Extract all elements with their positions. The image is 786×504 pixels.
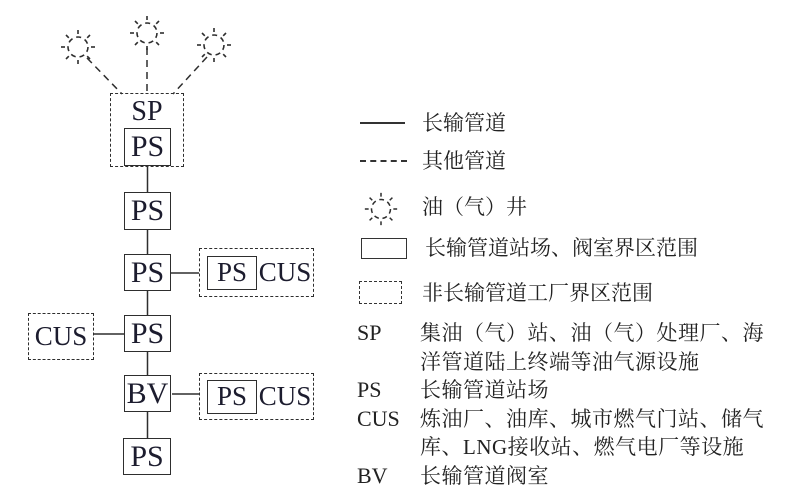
abbr-key: SP: [357, 320, 382, 345]
branch-group-ps-cus-2: [199, 373, 314, 420]
node-ps-4: PS: [124, 315, 171, 352]
legend-solid-rect-symbol: [361, 238, 407, 259]
abbr-row-sp: [357, 319, 777, 376]
oil-gas-well-icon: [194, 25, 234, 65]
legend-dashed-line-symbol: [360, 160, 407, 162]
abbr-definition: 长输管道阀室: [420, 463, 549, 488]
abbr-definition: 集油（气）站、油（气）处理厂、海洋管道陆上终端等油气源设施: [420, 321, 764, 374]
legend-well-icon: [362, 190, 400, 228]
legend-solid-line-symbol: [360, 122, 405, 124]
node-ps-2: PS: [124, 192, 171, 230]
legend-label-trunk-pipeline: 长输管道: [422, 111, 506, 135]
abbr-row-bv: [357, 462, 777, 491]
abbr-definition: 长输管道站场: [420, 378, 549, 402]
legend-label-oil-gas-well: 油（气）井: [422, 195, 527, 219]
node-ps-1: PS: [124, 128, 171, 166]
branch-ps-node: PS: [207, 256, 257, 290]
abbr-definition: 炼油厂、油库、城市燃气门站、储气库、LNG接收站、燃气电厂等设施: [420, 406, 764, 459]
oil-gas-well-icon: [58, 27, 98, 67]
branch-cus-label: CUS: [258, 257, 312, 287]
sp-facility-label: SP: [131, 96, 163, 127]
abbr-key: PS: [357, 377, 382, 402]
abbreviation-list: [357, 319, 777, 490]
abbr-key: BV: [357, 462, 388, 488]
legend-label-nonpipeline-plant-boundary: 非长输管道工厂界区范围: [422, 281, 653, 305]
legend-label-station-boundary: 长输管道站场、阀室界区范围: [425, 236, 698, 260]
legend-dashed-rect-symbol: [359, 281, 402, 304]
branch-cus-label: CUS: [258, 381, 312, 411]
branch-cus-box: CUS: [28, 313, 94, 360]
abbr-row-cus: [357, 405, 777, 462]
node-ps-5: PS: [123, 438, 171, 475]
abbr-row-ps: [357, 376, 777, 405]
abbr-key: CUS: [357, 405, 400, 431]
oil-gas-well-icon: [127, 13, 167, 53]
branch-group-ps-cus-1: [199, 248, 314, 297]
branch-ps-node: PS: [207, 380, 257, 414]
node-bv: BV: [124, 375, 171, 412]
legend-label-other-pipeline: 其他管道: [422, 149, 506, 173]
node-ps-3: PS: [124, 254, 171, 291]
